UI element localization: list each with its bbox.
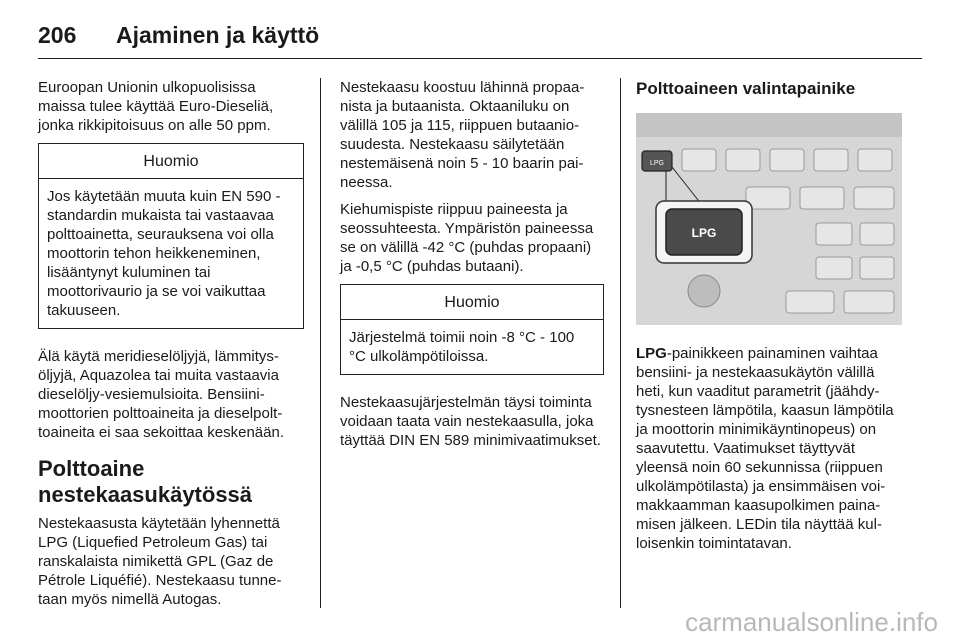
- page-header: [38, 14, 922, 59]
- note-text: Järjestelmä toimii noin -8 °C - 100 °C ulkolämpötiloissa.: [349, 329, 575, 365]
- watermark: carmanualsonline.info: [685, 607, 938, 637]
- page-number: 206: [38, 22, 77, 48]
- composition-paragraph: Nestekaasu koostuu lähinnä propaanista ja butaanista. Oktaaniluku on välillä 105 ja 115, riippuen butaaniosuudesta. Nestekaasu säilytetään nestemäisenä noin 5 - 10 baarin paineessa.: [340, 79, 585, 191]
- column-divider-right: [620, 78, 621, 608]
- section-title: Polttoaine nestekaasukäytössä: [38, 456, 253, 507]
- diesel-paragraph: Älä käytä meridieselöljyjä, lämmitysöljyjä, Aquazolea tai muita vastaavia dieselöljy-vesiemulsioita. Bensiinimoottorien polttoaineita ja dieselpolttoaineita ei saa sekoittaa keskenään.: [38, 348, 284, 441]
- fuel-selector-title: Polttoaineen valintapainike: [636, 79, 856, 98]
- function-paragraph: Nestekaasujärjestelmän täysi toiminta voidaan taata vain nestekaasulla, joka täyttää DIN EN 589 minimivaatimukset.: [340, 394, 601, 449]
- lpg-button-paragraph: LPG-painikkeen painaminen vaihtaa bensiini- ja nestekaasukäytön välillä heti, kun vaaditut parametrit (jäähdytysnesteen lämpötila, kaasun lämpötila ja moottorin minimikäyntinopeus) on saavutettu. Vaatimukset täyttyvät yleensä noin 60 sekunnissa (riippuen ulkolämpötilasta) ja ensimmäisen voimakkaamman kaasupolkimen painamisen jälkeen. LEDin tila näyttää kulloisenkin toimintatavan.: [636, 345, 894, 552]
- boiling-point-paragraph: Kiehumispiste riippuu paineesta ja seossuhteesta. Ympäristön paineessa se on välillä -42 °C (puhdas propaani) ja -0,5 °C (puhdas butaani).: [340, 201, 594, 275]
- lpg-bold-text: LPG: [636, 345, 667, 362]
- lpg-button-figure: [636, 113, 902, 325]
- column-3: [636, 78, 904, 561]
- lpg-small-label: LPG: [649, 160, 665, 167]
- column-divider-left: [320, 78, 321, 608]
- note-title: Huomio: [341, 285, 603, 320]
- lpg-big-label: LPG: [691, 226, 717, 240]
- lpg-intro-paragraph: Nestekaasusta käytetään lyhennettä LPG (Liquefied Petroleum Gas) tai ranskalaista nimikettä GPL (Gaz de Pétrole Liquéfié). Nestekaasu tunnetaan myös nimellä Autogas.: [38, 515, 282, 608]
- note-box-2: [340, 284, 604, 375]
- page-title: Ajaminen ja käyttö: [116, 22, 320, 48]
- note-box-1: [38, 143, 304, 329]
- column-1: [38, 78, 304, 617]
- intro-paragraph: Euroopan Unionin ulkopuolisissa maissa tulee käyttää Euro-Dieseliä, jonka rikkipitoisuus on alle 50 ppm.: [38, 79, 274, 134]
- column-2: [340, 78, 604, 458]
- note-title: Huomio: [39, 144, 303, 179]
- note-text: Jos käytetään muuta kuin EN 590 -standardin mukaista tai vastaavaa polttoainetta, seurauksena voi olla moottorin tehon heikkeneminen, lisääntynyt kuluminen tai moottorivaurio ja se voi vaikuttaa takuuseen.: [47, 188, 281, 319]
